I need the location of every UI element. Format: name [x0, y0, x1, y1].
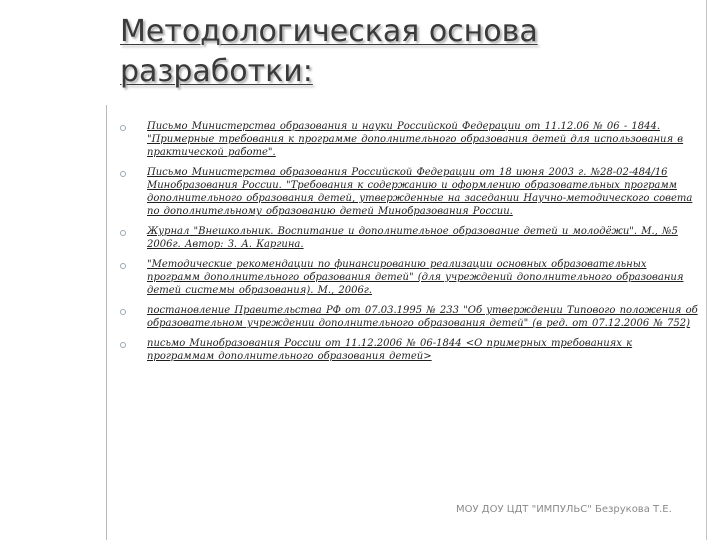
slide-frame-right-line	[706, 0, 707, 540]
reference-text: постановление Правительства РФ от 07.03.1995 № 233 "Об утверждении Типового положения об образовательном учреждении дополнительного образования детей" (в ред. от 07.12.2006 № 752)	[147, 305, 698, 329]
bullet-icon	[120, 342, 126, 348]
reference-text: письмо Минобразования России от 11.12.2006 № 06-1844 <О примерных требованиях к программам дополнительного образования детей>	[147, 338, 633, 362]
reference-item	[118, 166, 698, 218]
reference-item	[118, 225, 698, 251]
reference-item	[118, 337, 698, 363]
reference-text: Письмо Министерства образования Российской Федерации от 18 июня 2003 г. №28-02-484/16 Минобразования России. "Требования к содержанию и оформлению образовательных программ дополнительного образования детей, утвержденные на заседании Научно-методического совета по дополнительному образованию детей Минобразования России.	[147, 167, 693, 217]
reference-item	[118, 120, 698, 159]
reference-item	[118, 304, 698, 330]
bullet-icon	[120, 230, 126, 236]
reference-item	[118, 258, 698, 297]
reference-text: Журнал "Внешкольник. Воспитание и дополнительное образование детей и молодёжи". М., №5 2006г. Автор: З. А. Каргина.	[147, 226, 678, 250]
reference-list	[118, 120, 698, 370]
bullet-icon	[120, 263, 126, 269]
reference-text: "Методические рекомендации по финансированию реализации основных образовательных программ дополнительного образования детей" (для учреждений дополнительного образования детей системы образования). М., 2006г.	[147, 259, 684, 296]
slide-frame-left-line	[106, 105, 107, 540]
slide-title: Методологическая основа разработки:	[120, 14, 538, 89]
slide-footer: МОУ ДОУ ЦДТ "ИМПУЛЬС" Безрукова Т.Е.	[456, 504, 672, 515]
bullet-icon	[120, 309, 126, 315]
bullet-icon	[120, 171, 126, 177]
bullet-icon	[120, 125, 126, 131]
reference-text: Письмо Министерства образования и науки Российской Федерации от 11.12.06 № 06 - 1844. "Примерные требования к программе дополнительного образования детей для использования в практической работе".	[147, 121, 684, 158]
